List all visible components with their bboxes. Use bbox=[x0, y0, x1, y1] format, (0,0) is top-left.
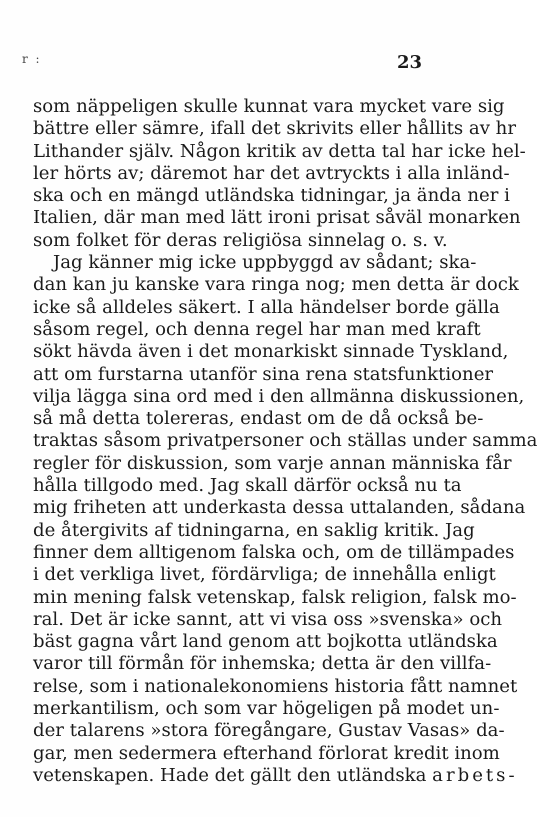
text-line: vilja lägga sina ord med i den allmänna diskussionen, bbox=[33, 385, 525, 407]
text-line: sökt hävda även i det monarkiskt sinnade Tyskland, bbox=[33, 341, 509, 363]
text-line: hålla tillgodo med. Jag skall därför också nu ta bbox=[33, 475, 462, 497]
text-line: som folket för deras religiösa sinnelag o. s. v. bbox=[33, 229, 448, 251]
text-line: ler hörts av; däremot har det avtryckts i alla inländ- bbox=[33, 162, 510, 184]
spaced-word: arbets- bbox=[432, 764, 518, 786]
text-line: dan kan ju kanske vara ringa nog; men detta är dock bbox=[33, 274, 519, 296]
text-line: som näppeligen skulle kunnat vara mycket vare sig bbox=[33, 96, 505, 117]
body-text bbox=[33, 96, 537, 787]
text-line: Lithander själv. Någon kritik av detta tal har icke hel- bbox=[33, 140, 526, 162]
text-line: traktas såsom privatpersoner och ställas under samma bbox=[33, 430, 537, 452]
text-line: bäst gagna vårt land genom att bojkotta utländska bbox=[33, 631, 498, 653]
page-number: 23 bbox=[396, 52, 422, 73]
text-line: ska och en mängd utländska tidningar, ja ända ner i bbox=[33, 185, 510, 207]
text-line-last bbox=[33, 764, 518, 787]
text-line: min mening falsk vetenskap, falsk religion, falsk mo- bbox=[33, 586, 517, 608]
text-line: varor till förmån för inhemska; detta är den villfa- bbox=[33, 653, 492, 675]
text-line: mig friheten att underkasta dessa uttalanden, sådana bbox=[33, 497, 526, 519]
text-line: merkantilism, och som var högeligen på modet un- bbox=[33, 698, 500, 720]
text-line: der talarens »stora föregångare, Gustav Vasas» da- bbox=[33, 720, 505, 742]
text-line: i det verkliga livet, fördärvliga; de innehålla enligt bbox=[33, 564, 496, 586]
header-marks: r : bbox=[22, 52, 42, 66]
text-line: regler för diskussion, som varje annan människa får bbox=[33, 452, 512, 474]
text-line: att om furstarna utanför sina rena statsfunktioner bbox=[33, 363, 494, 385]
text-line: de återgivits af tidningarna, en saklig kritik. Jag bbox=[33, 519, 475, 541]
text-line: ral. Det är icke sannt, att vi visa oss »svenska» och bbox=[33, 608, 503, 630]
text-line: gar, men sedermera efterhand förlorat kredit inom bbox=[33, 742, 500, 764]
text-line: finner dem alltigenom falska och, om de tillämpades bbox=[33, 541, 515, 563]
text-line: Italien, där man med lätt ironi prisat såväl monarken bbox=[33, 207, 521, 229]
text-line: såsom regel, och denna regel har man med kraft bbox=[33, 318, 481, 340]
text-line: relse, som i nationalekonomiens historia fått namnet bbox=[33, 675, 518, 697]
text-line: bättre eller sämre, ifall det skrivits eller hållits av hr bbox=[33, 118, 516, 140]
text-line: Jag känner mig icke uppbyggd av sådant; ska- bbox=[53, 252, 477, 274]
text-line: icke så alldeles säkert. I alla händelser borde gälla bbox=[33, 296, 500, 318]
last-line-prefix: vetenskapen. Hade det gällt den utländska bbox=[33, 764, 427, 786]
text-line: så må detta tolereras, endast om de då också be- bbox=[33, 408, 484, 430]
